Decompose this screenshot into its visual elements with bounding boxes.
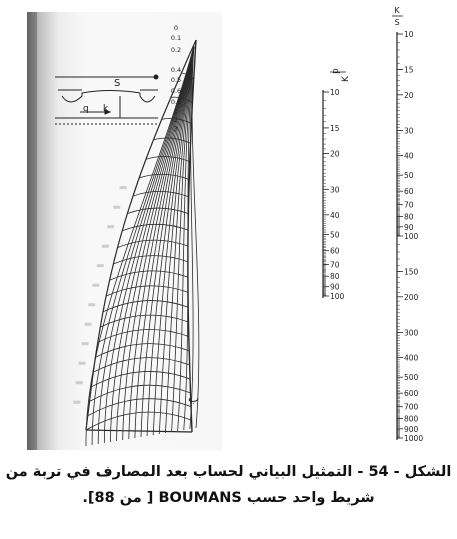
scale-tick-label: 30 <box>404 126 414 136</box>
right-scale-header-bottom: S <box>394 18 400 27</box>
scale-tick-label: 100 <box>330 292 345 301</box>
grid-edge-tick-label: 2 <box>173 116 179 124</box>
left-scale-header-bottom: K <box>341 76 351 82</box>
scale-tick-label: 900 <box>404 424 419 434</box>
faint-edge-label <box>79 362 86 365</box>
scale-tick-label: 40 <box>404 151 414 161</box>
right-scale-ticks <box>397 30 423 443</box>
scale-tick-label: 15 <box>404 65 414 75</box>
grid-edge-tick-label: 0.1 <box>170 34 182 42</box>
scale-tick-label: 60 <box>404 187 414 197</box>
scale-tick-label: 70 <box>404 200 414 210</box>
sketch-label-q: q <box>83 104 89 114</box>
caption-line-2: شريط واحد حسب BOUMANS [ من 88]. <box>82 490 375 506</box>
figure-caption <box>0 455 457 539</box>
sketch-end-dot <box>154 75 158 79</box>
scale-tick-label: 200 <box>404 292 419 302</box>
faint-edge-label <box>73 401 80 404</box>
faint-edge-label <box>120 186 127 189</box>
scale-tick-label: 10 <box>404 30 414 39</box>
scale-tick-label: 30 <box>330 185 340 195</box>
grid-edge-tick-label: 0.4 <box>170 66 182 74</box>
right-scale-header-top: K <box>394 6 400 15</box>
scale-tick-label: 50 <box>404 171 414 181</box>
grid-edge-tick-label: 3 <box>173 125 179 133</box>
grid-edge-tick-label: 1 <box>173 108 179 116</box>
caption-line-1: الشكل - 54 - التمثيل البياني لحساب بعد المصارف في تربة من <box>5 464 452 480</box>
grid-edge-tick-label: 0.8 <box>170 98 182 106</box>
faint-edge-label <box>82 342 89 345</box>
scale-tick-label: 400 <box>404 353 419 363</box>
scale-tick-label: 90 <box>404 222 414 232</box>
scale-tick-label: 800 <box>404 414 419 424</box>
scale-tick-label: 60 <box>330 246 340 256</box>
scale-tick-label: 1000 <box>404 434 424 443</box>
faint-edge-label <box>85 323 92 326</box>
grid-edge-tick-label: 0.2 <box>170 46 182 54</box>
faint-edge-label <box>92 284 99 287</box>
scale-tick-label: 80 <box>330 272 340 282</box>
left-scale-header-top: p <box>331 68 341 74</box>
scale-tick-label: 50 <box>330 230 340 240</box>
grid-edge-tick-label: 0.5 <box>170 76 182 84</box>
grid-edge-tick-label: 0.6 <box>170 87 182 95</box>
faint-edge-label <box>113 206 120 209</box>
corner-letter: ب <box>188 391 200 405</box>
scale-tick-label: 20 <box>330 149 340 159</box>
faint-edge-label <box>88 303 95 306</box>
sketch-label-k: k <box>103 104 109 114</box>
scale-tick-label: 100 <box>404 232 419 241</box>
scale-tick-label: 600 <box>404 389 419 399</box>
scale-tick-label: 10 <box>330 88 340 97</box>
page-gutter-shadow <box>27 12 37 450</box>
scale-tick-label: 40 <box>330 210 340 220</box>
scale-tick-label: 80 <box>404 212 414 222</box>
scale-tick-label: 15 <box>330 123 340 133</box>
scale-tick-label: 700 <box>404 402 419 412</box>
scale-tick-label: 300 <box>404 328 419 338</box>
scale-tick-label: 70 <box>330 260 340 270</box>
scale-tick-label: 90 <box>330 282 340 292</box>
scale-tick-label: 150 <box>404 267 419 277</box>
faint-edge-label <box>102 245 109 248</box>
faint-edge-label <box>76 381 83 384</box>
faint-edge-label <box>97 264 104 267</box>
scale-tick-label: 20 <box>404 90 414 100</box>
sketch-label-s: S <box>114 78 121 89</box>
left-scale-ticks <box>323 88 345 301</box>
scale-tick-label: 500 <box>404 373 419 383</box>
faint-edge-label <box>107 225 114 228</box>
grid-edge-tick-label: 0 <box>173 24 179 32</box>
